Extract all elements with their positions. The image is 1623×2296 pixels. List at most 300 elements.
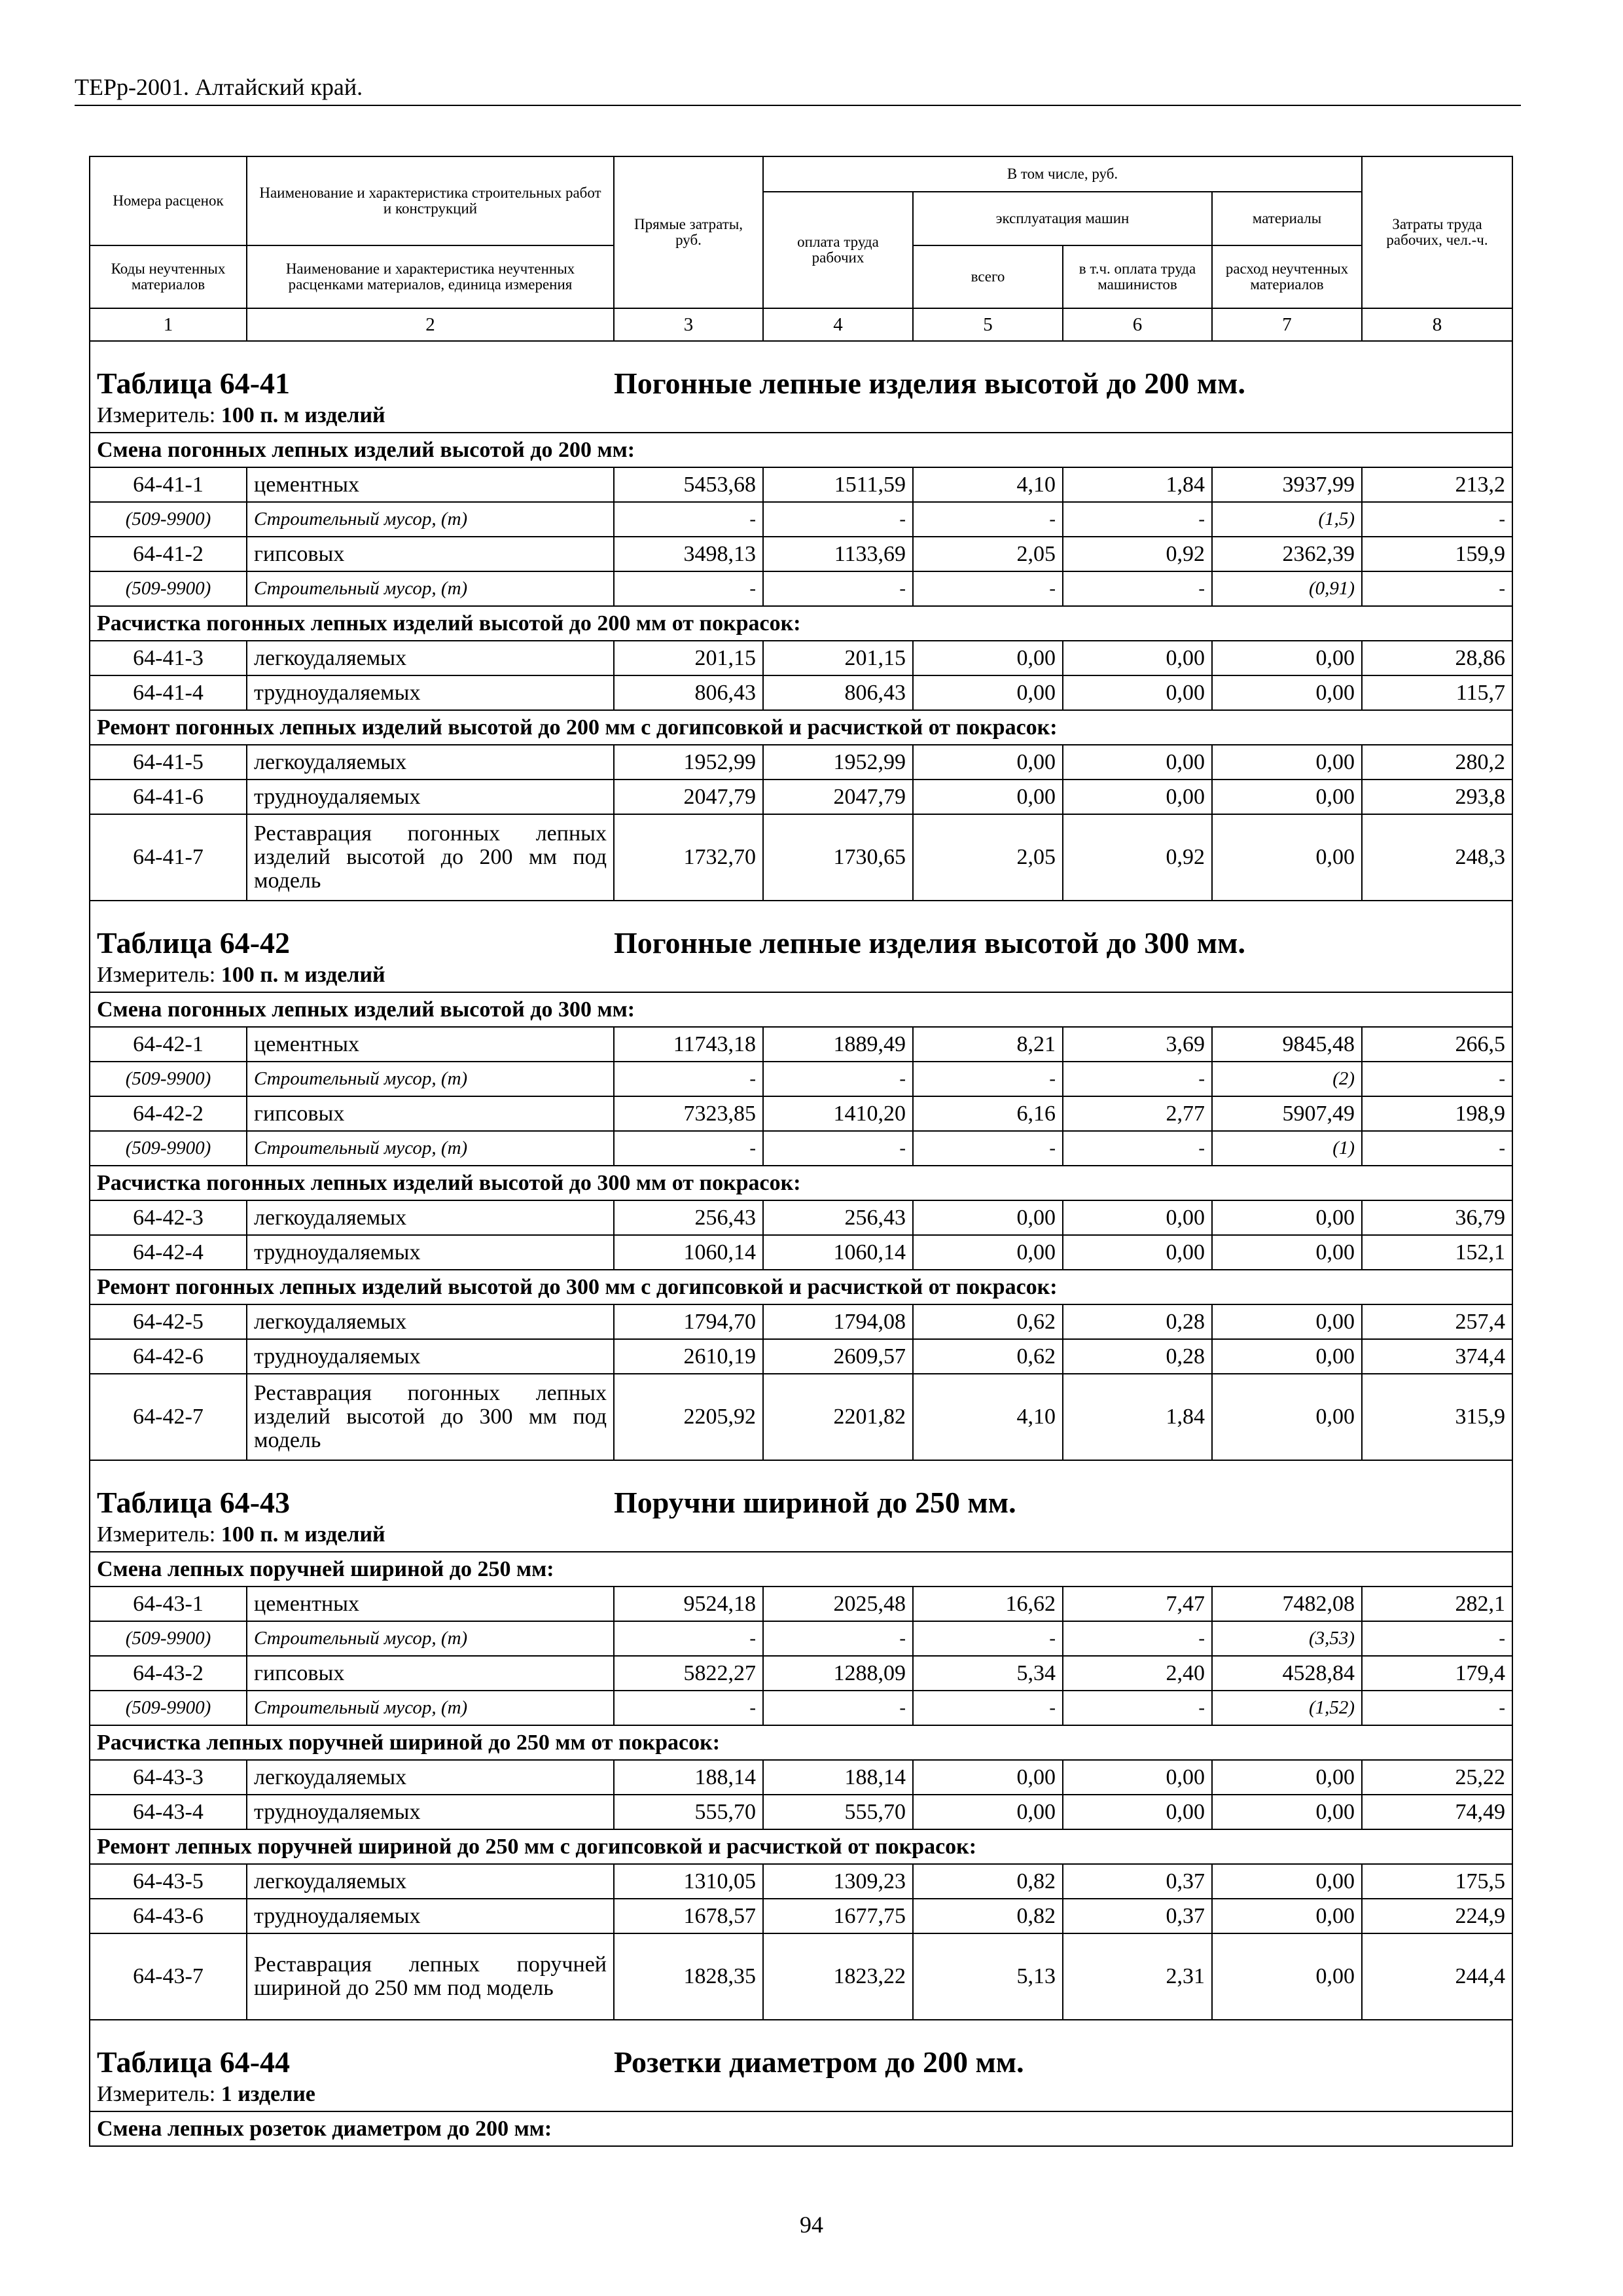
rate-value: (1,52) <box>1212 1691 1362 1725</box>
rate-value: 5453,68 <box>614 467 763 502</box>
rate-value: - <box>913 1691 1063 1725</box>
rate-value: - <box>1063 502 1212 537</box>
section-heading: Ремонт лепных поручней шириной до 250 мм с догипсовкой и расчисткой от покрасок: <box>90 1829 1512 1864</box>
page-number: 94 <box>800 2212 823 2238</box>
rate-value: 806,43 <box>763 675 913 710</box>
rate-code: 64-43-2 <box>90 1656 247 1691</box>
rate-value: 2,77 <box>1063 1096 1212 1131</box>
table-name: Поручни шириной до 250 мм. <box>614 1485 1016 1518</box>
rate-code: 64-43-7 <box>90 1933 247 2020</box>
rate-value: 2,40 <box>1063 1656 1212 1691</box>
rate-value: 5907,49 <box>1212 1096 1362 1131</box>
rate-value: 1678,57 <box>614 1899 763 1933</box>
rate-value: 9845,48 <box>1212 1027 1362 1062</box>
rate-value: 16,62 <box>913 1587 1063 1621</box>
rate-value: - <box>614 1131 763 1166</box>
rate-value: 0,00 <box>913 745 1063 780</box>
rate-value: - <box>1063 1691 1212 1725</box>
rate-value: 152,1 <box>1362 1235 1512 1270</box>
rate-value: 257,4 <box>1362 1304 1512 1339</box>
material-row <box>90 1131 1512 1166</box>
rate-value: (1,5) <box>1212 502 1362 537</box>
rate-name: Строительный мусор, (т) <box>247 1062 614 1096</box>
rate-code: 64-42-6 <box>90 1339 247 1374</box>
measure-cell <box>90 2078 1512 2111</box>
rate-value: 198,9 <box>1362 1096 1512 1131</box>
rate-value: 188,14 <box>763 1760 913 1795</box>
col-num: 1 <box>90 308 247 341</box>
section-heading: Смена лепных поручней шириной до 250 мм: <box>90 1552 1512 1587</box>
rate-value: - <box>913 1062 1063 1096</box>
section-heading-row <box>90 433 1512 467</box>
rate-value: 1060,14 <box>614 1235 763 1270</box>
section-heading-row <box>90 1725 1512 1760</box>
measure-label: Измеритель: <box>97 1522 216 1547</box>
rate-value: 1288,09 <box>763 1656 913 1691</box>
rate-value: 2,05 <box>913 537 1063 571</box>
rate-row <box>90 1760 1512 1795</box>
rate-value: 0,00 <box>1063 675 1212 710</box>
running-header: ТЕРр-2001. Алтайский край. <box>75 74 363 100</box>
rate-code: 64-42-1 <box>90 1027 247 1062</box>
rate-value: 1732,70 <box>614 814 763 901</box>
rate-row <box>90 1656 1512 1691</box>
rate-row <box>90 1339 1512 1374</box>
rate-value: 5822,27 <box>614 1656 763 1691</box>
rate-value: 74,49 <box>1362 1795 1512 1829</box>
rate-row <box>90 1864 1512 1899</box>
rate-value: 0,00 <box>1063 780 1212 814</box>
rate-value: 0,00 <box>1212 1760 1362 1795</box>
rate-value: (3,53) <box>1212 1621 1362 1656</box>
table-name: Розетки диаметром до 200 мм. <box>614 2045 1024 2078</box>
rate-name: трудноудаляемых <box>247 1899 614 1933</box>
rate-code: 64-43-5 <box>90 1864 247 1899</box>
rate-value: 0,62 <box>913 1339 1063 1374</box>
col-num: 2 <box>247 308 614 341</box>
rate-value: 2,31 <box>1063 1933 1212 2020</box>
rate-value: - <box>763 1131 913 1166</box>
rate-value: 11743,18 <box>614 1027 763 1062</box>
rate-value: 1952,99 <box>763 745 913 780</box>
rate-name: трудноудаляемых <box>247 1235 614 1270</box>
rate-value: (1) <box>1212 1131 1362 1166</box>
section-heading: Ремонт погонных лепных изделий высотой до 200 мм с догипсовкой и расчисткой от покрасок: <box>90 710 1512 745</box>
rate-code: 64-41-7 <box>90 814 247 901</box>
rate-value: 188,14 <box>614 1760 763 1795</box>
rate-value: 0,00 <box>913 1200 1063 1235</box>
rate-value: 282,1 <box>1362 1587 1512 1621</box>
header-c3: Прямые затраты, руб. <box>614 156 763 308</box>
rate-row <box>90 1096 1512 1131</box>
rate-value: 555,70 <box>763 1795 913 1829</box>
rate-row <box>90 780 1512 814</box>
section-heading-row <box>90 1270 1512 1304</box>
rate-name: легкоудаляемых <box>247 1864 614 1899</box>
rate-value: 3,69 <box>1063 1027 1212 1062</box>
rate-code: 64-41-6 <box>90 780 247 814</box>
rate-code: 64-42-2 <box>90 1096 247 1131</box>
rate-value: - <box>763 502 913 537</box>
rate-code: 64-42-3 <box>90 1200 247 1235</box>
rate-value: 159,9 <box>1362 537 1512 571</box>
rate-code: (509-9900) <box>90 502 247 537</box>
rate-value: 0,00 <box>1063 1200 1212 1235</box>
table-number: Таблица 64-44 <box>97 2045 291 2078</box>
rate-value: 555,70 <box>614 1795 763 1829</box>
rate-value: 1952,99 <box>614 745 763 780</box>
measure-value: 100 п. м изделий <box>221 963 385 988</box>
col-num: 8 <box>1362 308 1512 341</box>
header-c2-top: Наименование и характеристика строительных работ и конструкций <box>247 156 614 245</box>
table-number: Таблица 64-42 <box>97 925 291 959</box>
rate-value: 1309,23 <box>763 1864 913 1899</box>
rate-value: 0,00 <box>1212 1864 1362 1899</box>
rate-value: - <box>1063 571 1212 606</box>
rate-value: 7482,08 <box>1212 1587 1362 1621</box>
measure-value: 100 п. м изделий <box>221 1522 385 1547</box>
header-c2-bottom: Наименование и характеристика неучтенных расценками материалов, единица измерения <box>247 245 614 308</box>
header-rule <box>75 105 1521 106</box>
table-title-row <box>90 901 1512 959</box>
rate-value: - <box>763 1621 913 1656</box>
measure-cell <box>90 1518 1512 1552</box>
rate-name: легкоудаляемых <box>247 745 614 780</box>
rate-value: 0,82 <box>913 1864 1063 1899</box>
rate-row <box>90 641 1512 675</box>
rate-value: 0,00 <box>1212 1200 1362 1235</box>
rate-value: 28,86 <box>1362 641 1512 675</box>
rate-value: 0,00 <box>1063 1760 1212 1795</box>
rate-row <box>90 467 1512 502</box>
rate-value: 1828,35 <box>614 1933 763 2020</box>
measure-label: Измеритель: <box>97 2082 216 2107</box>
rate-value: 1310,05 <box>614 1864 763 1899</box>
col-num: 3 <box>614 308 763 341</box>
material-row <box>90 571 1512 606</box>
rate-code: 64-42-7 <box>90 1374 247 1460</box>
rate-value: 5,13 <box>913 1933 1063 2020</box>
rate-name: трудноудаляемых <box>247 1339 614 1374</box>
rate-value: - <box>1362 1062 1512 1096</box>
measure-row <box>90 959 1512 992</box>
rate-name: Реставрация погонных лепных изделий высотой до 200 мм под модель <box>247 814 614 901</box>
rate-value: 0,00 <box>1063 641 1212 675</box>
rate-value: 0,92 <box>1063 814 1212 901</box>
section-heading-row <box>90 1829 1512 1864</box>
section-heading: Расчистка погонных лепных изделий высотой до 200 мм от покрасок: <box>90 606 1512 641</box>
rate-value: 0,00 <box>1212 780 1362 814</box>
rate-value: 3937,99 <box>1212 467 1362 502</box>
rate-value: 1,84 <box>1063 467 1212 502</box>
rate-value: - <box>913 571 1063 606</box>
rate-value: 1794,08 <box>763 1304 913 1339</box>
table-title-row <box>90 341 1512 399</box>
table-title-row <box>90 2020 1512 2078</box>
rate-value: 2,05 <box>913 814 1063 901</box>
rate-value: 806,43 <box>614 675 763 710</box>
rate-value: 2610,19 <box>614 1339 763 1374</box>
rate-name: гипсовых <box>247 1656 614 1691</box>
rate-value: - <box>1362 502 1512 537</box>
header-c4: оплата труда рабочих <box>763 192 913 308</box>
rate-value: 0,00 <box>1212 1304 1362 1339</box>
section-heading: Расчистка погонных лепных изделий высотой до 300 мм от покрасок: <box>90 1166 1512 1200</box>
measure-label: Измеритель: <box>97 403 216 428</box>
rate-row <box>90 814 1512 901</box>
rate-value: 374,4 <box>1362 1339 1512 1374</box>
rate-value: 0,00 <box>1212 1235 1362 1270</box>
rate-value: 0,00 <box>1212 1933 1362 2020</box>
rate-value: 0,00 <box>913 780 1063 814</box>
rate-value: 0,00 <box>913 1795 1063 1829</box>
table-number: Таблица 64-41 <box>97 366 291 399</box>
rate-code: 64-41-4 <box>90 675 247 710</box>
rate-value: - <box>1362 1131 1512 1166</box>
rate-value: 0,00 <box>1063 1795 1212 1829</box>
rate-value: - <box>1063 1131 1212 1166</box>
rate-value: - <box>1063 1062 1212 1096</box>
material-row <box>90 1062 1512 1096</box>
rate-value: - <box>913 502 1063 537</box>
header-row-1 <box>90 156 1512 192</box>
rate-value: 0,00 <box>1212 1899 1362 1933</box>
rate-code: 64-43-3 <box>90 1760 247 1795</box>
column-numbers-row <box>90 308 1512 341</box>
section-heading-row <box>90 1166 1512 1200</box>
rate-code: 64-41-3 <box>90 641 247 675</box>
table-title-cell <box>90 901 1512 959</box>
rate-row <box>90 1587 1512 1621</box>
measure-row <box>90 2078 1512 2111</box>
rate-value: 280,2 <box>1362 745 1512 780</box>
rate-value: - <box>763 1691 913 1725</box>
rate-value: 2025,48 <box>763 1587 913 1621</box>
rate-value: 2201,82 <box>763 1374 913 1460</box>
header-c5: всего <box>913 245 1063 308</box>
rate-name: цементных <box>247 1027 614 1062</box>
rate-value: 115,7 <box>1362 675 1512 710</box>
rate-value: 1730,65 <box>763 814 913 901</box>
rate-code: 64-42-4 <box>90 1235 247 1270</box>
rate-value: 0,92 <box>1063 537 1212 571</box>
rate-value: - <box>1362 1621 1512 1656</box>
rate-value: 1060,14 <box>763 1235 913 1270</box>
rate-row <box>90 537 1512 571</box>
measure-value: 1 изделие <box>221 2082 315 2107</box>
rate-name: Строительный мусор, (т) <box>247 1691 614 1725</box>
rate-row <box>90 1200 1512 1235</box>
table-title-cell <box>90 341 1512 399</box>
rate-value: 0,00 <box>1212 814 1362 901</box>
rate-value: 1,84 <box>1063 1374 1212 1460</box>
rate-value: - <box>614 502 763 537</box>
rate-value: 0,62 <box>913 1304 1063 1339</box>
rate-value: - <box>614 1062 763 1096</box>
rate-value: 0,28 <box>1063 1339 1212 1374</box>
rate-value: 293,8 <box>1362 780 1512 814</box>
measure-label: Измеритель: <box>97 963 216 988</box>
header-c1-bottom: Коды неучтенных материалов <box>90 245 247 308</box>
rate-row <box>90 1027 1512 1062</box>
section-heading-row <box>90 606 1512 641</box>
section-heading: Смена лепных розеток диаметром до 200 мм: <box>90 2111 1512 2146</box>
rates-table <box>89 156 1513 2147</box>
rate-name: легкоудаляемых <box>247 641 614 675</box>
table-name: Погонные лепные изделия высотой до 200 мм. <box>614 366 1245 399</box>
section-heading-row <box>90 1552 1512 1587</box>
rate-value: 0,00 <box>913 1760 1063 1795</box>
measure-row <box>90 1518 1512 1552</box>
rate-value: 175,5 <box>1362 1864 1512 1899</box>
section-heading: Расчистка лепных поручней шириной до 250 мм от покрасок: <box>90 1725 1512 1760</box>
rate-code: (509-9900) <box>90 571 247 606</box>
rate-value: (0,91) <box>1212 571 1362 606</box>
rate-value: 1410,20 <box>763 1096 913 1131</box>
table-title-cell <box>90 1460 1512 1518</box>
rate-code: 64-41-2 <box>90 537 247 571</box>
rate-value: 1511,59 <box>763 467 913 502</box>
rate-value: (2) <box>1212 1062 1362 1096</box>
section-heading-row <box>90 992 1512 1027</box>
material-row <box>90 1691 1512 1725</box>
rate-row <box>90 1933 1512 2020</box>
table-title-cell <box>90 2020 1512 2078</box>
rate-name: трудноудаляемых <box>247 675 614 710</box>
rate-name: трудноудаляемых <box>247 780 614 814</box>
rate-value: 4528,84 <box>1212 1656 1362 1691</box>
rate-value: 5,34 <box>913 1656 1063 1691</box>
measure-cell <box>90 399 1512 433</box>
rate-value: 2609,57 <box>763 1339 913 1374</box>
table-number: Таблица 64-43 <box>97 1485 291 1518</box>
rate-value: 0,00 <box>913 641 1063 675</box>
material-row <box>90 502 1512 537</box>
rate-code: (509-9900) <box>90 1062 247 1096</box>
rate-name: легкоудаляемых <box>247 1304 614 1339</box>
rate-value: 244,4 <box>1362 1933 1512 2020</box>
rate-value: 9524,18 <box>614 1587 763 1621</box>
section-heading: Смена погонных лепных изделий высотой до 200 мм: <box>90 433 1512 467</box>
rate-code: (509-9900) <box>90 1691 247 1725</box>
rate-value: 0,00 <box>1212 1339 1362 1374</box>
rate-value: 4,10 <box>913 467 1063 502</box>
measure-value: 100 п. м изделий <box>221 403 385 428</box>
rate-value: 1677,75 <box>763 1899 913 1933</box>
rate-value: 0,37 <box>1063 1864 1212 1899</box>
rate-code: 64-42-5 <box>90 1304 247 1339</box>
header-c6: в т.ч. оплата труда машинистов <box>1063 245 1212 308</box>
rate-value: 25,22 <box>1362 1760 1512 1795</box>
rate-value: 201,15 <box>614 641 763 675</box>
rate-value: - <box>1362 1691 1512 1725</box>
section-heading-row <box>90 2111 1512 2146</box>
rate-row <box>90 1374 1512 1460</box>
rate-value: 0,00 <box>1063 745 1212 780</box>
rate-name: трудноудаляемых <box>247 1795 614 1829</box>
rate-code: (509-9900) <box>90 1621 247 1656</box>
rate-value: - <box>763 571 913 606</box>
rate-name: цементных <box>247 467 614 502</box>
rate-value: 179,4 <box>1362 1656 1512 1691</box>
rate-code: 64-41-5 <box>90 745 247 780</box>
header-c8: Затраты труда рабочих, чел.-ч. <box>1362 156 1512 308</box>
rate-value: 6,16 <box>913 1096 1063 1131</box>
rate-value: 0,00 <box>1212 675 1362 710</box>
rate-name: гипсовых <box>247 1096 614 1131</box>
rate-value: 2205,92 <box>614 1374 763 1460</box>
rate-value: 0,00 <box>1212 1795 1362 1829</box>
rate-value: - <box>614 1691 763 1725</box>
rate-row <box>90 675 1512 710</box>
rate-name: цементных <box>247 1587 614 1621</box>
rate-name: гипсовых <box>247 537 614 571</box>
section-heading: Ремонт погонных лепных изделий высотой до 300 мм с догипсовкой и расчисткой от покрасок: <box>90 1270 1512 1304</box>
rate-code: 64-43-1 <box>90 1587 247 1621</box>
header-c7: расход неучтенных материалов <box>1212 245 1362 308</box>
rate-value: 1823,22 <box>763 1933 913 2020</box>
rate-row <box>90 1899 1512 1933</box>
header-incl: В том числе, руб. <box>763 156 1362 192</box>
header-c1-top: Номера расценок <box>90 156 247 245</box>
rate-value: 0,00 <box>913 675 1063 710</box>
col-num: 4 <box>763 308 913 341</box>
rate-row <box>90 1304 1512 1339</box>
rate-value: 248,3 <box>1362 814 1512 901</box>
rate-value: - <box>614 571 763 606</box>
col-num: 5 <box>913 308 1063 341</box>
rate-name: Реставрация погонных лепных изделий высотой до 300 мм под модель <box>247 1374 614 1460</box>
rate-value: 0,37 <box>1063 1899 1212 1933</box>
rate-value: 256,43 <box>763 1200 913 1235</box>
rate-value: 0,82 <box>913 1899 1063 1933</box>
rate-name: Строительный мусор, (т) <box>247 571 614 606</box>
rate-value: - <box>763 1062 913 1096</box>
rate-row <box>90 1235 1512 1270</box>
header-machines: эксплуатация машин <box>913 192 1212 245</box>
col-num: 7 <box>1212 308 1362 341</box>
rate-value: 256,43 <box>614 1200 763 1235</box>
rate-name: Реставрация лепных поручней шириной до 250 мм под модель <box>247 1933 614 2020</box>
rate-code: 64-43-4 <box>90 1795 247 1829</box>
rate-value: 1889,49 <box>763 1027 913 1062</box>
rate-value: - <box>1362 571 1512 606</box>
rate-value: 266,5 <box>1362 1027 1512 1062</box>
rate-value: 0,00 <box>1212 745 1362 780</box>
rate-name: легкоудаляемых <box>247 1760 614 1795</box>
rate-value: 7323,85 <box>614 1096 763 1131</box>
rate-value: 0,00 <box>1212 641 1362 675</box>
table-name: Погонные лепные изделия высотой до 300 мм. <box>614 925 1245 959</box>
rate-value: 0,00 <box>913 1235 1063 1270</box>
header-materials: материалы <box>1212 192 1362 245</box>
rate-value: 1794,70 <box>614 1304 763 1339</box>
rate-value: 0,00 <box>1063 1235 1212 1270</box>
table-title-row <box>90 1460 1512 1518</box>
rate-value: 213,2 <box>1362 467 1512 502</box>
rate-value: 224,9 <box>1362 1899 1512 1933</box>
rate-value: 0,28 <box>1063 1304 1212 1339</box>
rate-value: 8,21 <box>913 1027 1063 1062</box>
rate-name: Строительный мусор, (т) <box>247 502 614 537</box>
section-heading: Смена погонных лепных изделий высотой до 300 мм: <box>90 992 1512 1027</box>
rate-value: - <box>913 1621 1063 1656</box>
rate-value: 36,79 <box>1362 1200 1512 1235</box>
rate-value: 1133,69 <box>763 537 913 571</box>
rate-value: 2047,79 <box>763 780 913 814</box>
rate-code: 64-43-6 <box>90 1899 247 1933</box>
material-row <box>90 1621 1512 1656</box>
